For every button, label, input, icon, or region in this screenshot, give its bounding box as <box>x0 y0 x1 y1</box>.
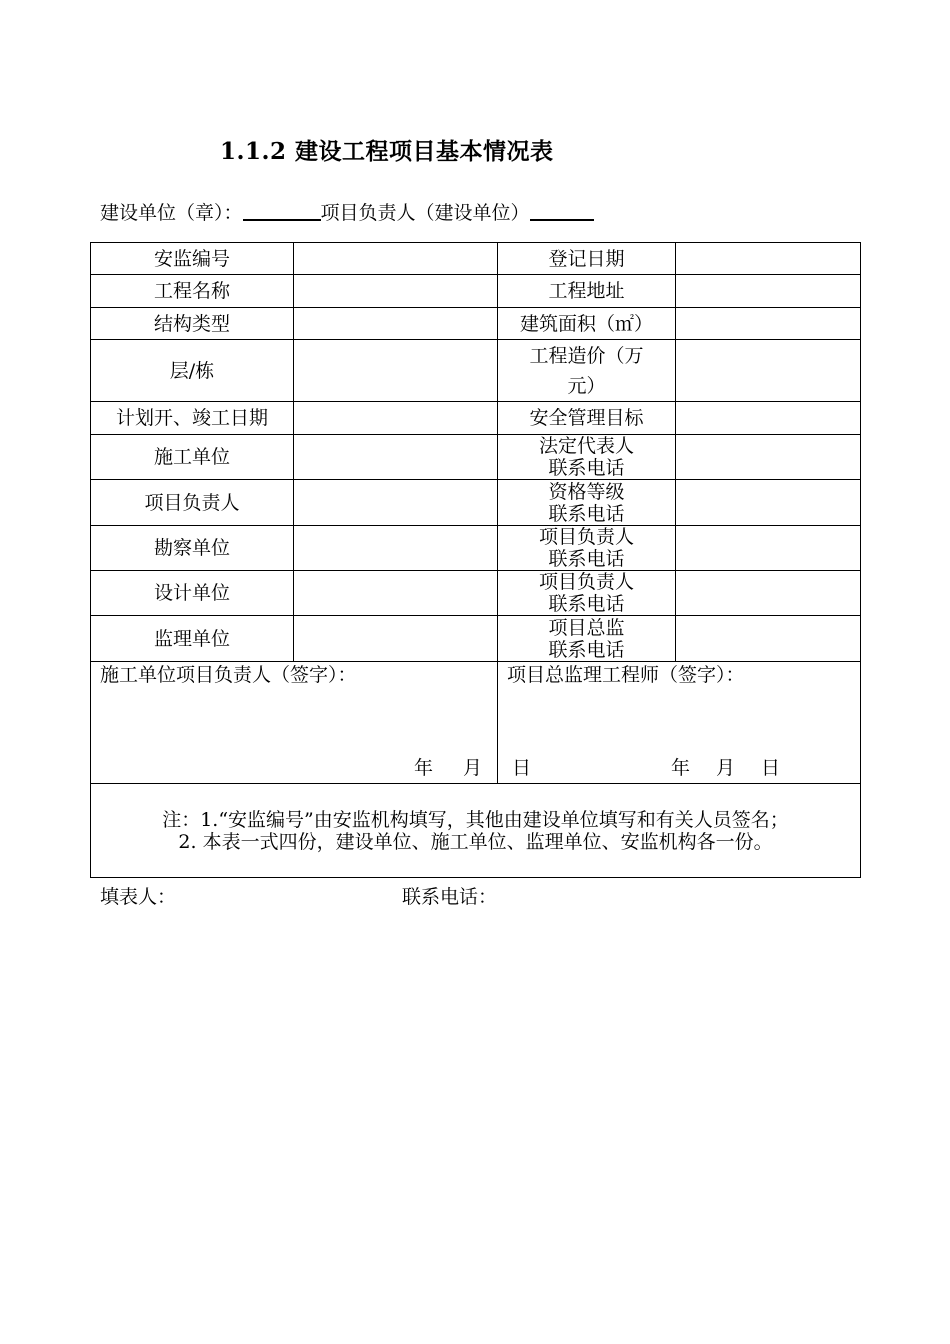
field-label: 登记日期 <box>498 243 676 275</box>
table-row <box>91 340 861 402</box>
note-cell <box>91 784 861 878</box>
field-value[interactable] <box>294 308 498 340</box>
field-label-line: 联系电话 <box>548 502 625 525</box>
field-label: 设计单位 <box>91 571 294 616</box>
field-value[interactable] <box>676 308 861 340</box>
table-row <box>91 308 861 340</box>
field-value[interactable] <box>676 435 861 480</box>
date-year: 年 <box>671 757 691 779</box>
field-label: 结构类型 <box>91 308 294 340</box>
field-label <box>498 480 676 526</box>
field-value[interactable] <box>676 243 861 275</box>
note-row <box>91 784 861 878</box>
field-label: 工程名称 <box>91 275 294 308</box>
field-value[interactable] <box>294 480 498 526</box>
field-value[interactable] <box>294 435 498 480</box>
field-value[interactable] <box>676 402 861 435</box>
field-label-line: 联系电话 <box>548 638 625 661</box>
field-value[interactable] <box>294 243 498 275</box>
table-row <box>91 402 861 435</box>
field-value[interactable] <box>676 571 861 616</box>
table-row <box>91 526 861 571</box>
project-leader-label: 项目负责人（建设单位） <box>320 202 530 224</box>
field-label-line: 联系电话 <box>548 457 625 479</box>
field-value[interactable] <box>294 571 498 616</box>
supervisor-signature-date <box>671 757 780 779</box>
table-row <box>91 480 861 526</box>
field-value[interactable] <box>294 275 498 308</box>
project-info-table <box>90 242 861 878</box>
field-label: 工程地址 <box>498 275 676 308</box>
filler-label: 填表人： <box>100 886 177 908</box>
field-label-line: 法定代表人 <box>538 435 634 457</box>
table-row <box>91 275 861 308</box>
field-label: 计划开、竣工日期 <box>91 402 294 435</box>
signature-row <box>91 662 861 784</box>
construction-unit-blank[interactable] <box>243 201 321 221</box>
field-label <box>498 526 676 571</box>
field-label: 项目负责人 <box>91 480 294 526</box>
field-value[interactable] <box>676 340 861 402</box>
field-label <box>498 571 676 616</box>
supervisor-signature-cell[interactable] <box>498 662 861 784</box>
field-value[interactable] <box>294 526 498 571</box>
field-value[interactable] <box>294 616 498 662</box>
field-label-line: 资格等级 <box>548 480 625 503</box>
field-label <box>498 616 676 662</box>
phone-label: 联系电话： <box>402 886 498 908</box>
date-day: 日 <box>512 757 532 779</box>
date-day: 日 <box>761 757 781 779</box>
field-label: 勘察单位 <box>91 526 294 571</box>
field-label: 建筑面积（㎡） <box>498 308 676 340</box>
field-label: 监理单位 <box>91 616 294 662</box>
construction-unit-label: 建设单位（章）： <box>100 202 243 224</box>
date-year: 年 <box>414 757 434 779</box>
field-value[interactable] <box>676 480 861 526</box>
date-month: 月 <box>463 757 483 779</box>
field-label-line: 项目总监 <box>548 616 625 639</box>
field-label: 施工单位 <box>91 435 294 480</box>
field-label <box>498 435 676 480</box>
field-label-line: 联系电话 <box>548 548 625 570</box>
table-row <box>91 616 861 662</box>
field-label-line: 项目负责人 <box>538 526 634 548</box>
field-value[interactable] <box>676 275 861 308</box>
contractor-signature-cell[interactable] <box>91 662 532 784</box>
project-leader-blank[interactable] <box>530 201 594 221</box>
header-line <box>100 198 594 225</box>
field-label: 层/栋 <box>91 340 294 402</box>
contractor-signature-label: 施工单位项目负责人（签字）： <box>100 664 357 686</box>
field-value[interactable] <box>676 526 861 571</box>
field-label: 安全管理目标 <box>498 402 676 435</box>
field-label-line: 联系电话 <box>548 593 625 615</box>
field-label: 安监编号 <box>91 243 294 275</box>
table-row <box>91 243 861 275</box>
date-month: 月 <box>716 757 736 779</box>
table-row <box>91 435 861 480</box>
supervisor-signature-label: 项目总监理工程师（签字）： <box>507 664 745 686</box>
page-title: 1.1.2 建设工程项目基本情况表 <box>220 138 554 165</box>
field-label-line: 项目负责人 <box>538 571 634 593</box>
table-row <box>91 571 861 616</box>
field-value[interactable] <box>676 616 861 662</box>
field-value[interactable] <box>294 340 498 402</box>
field-label-line: 元） <box>567 374 606 397</box>
field-label <box>498 340 676 402</box>
field-value[interactable] <box>294 402 498 435</box>
note-line-2: 2. 本表一式四份，建设单位、施工单位、监理单位、安监机构各一份。 <box>178 830 773 853</box>
field-label-line: 工程造价（万 <box>529 344 644 367</box>
note-line-1: 注：1.“安监编号”由安监机构填写，其他由建设单位填写和有关人员签名； <box>162 808 789 831</box>
